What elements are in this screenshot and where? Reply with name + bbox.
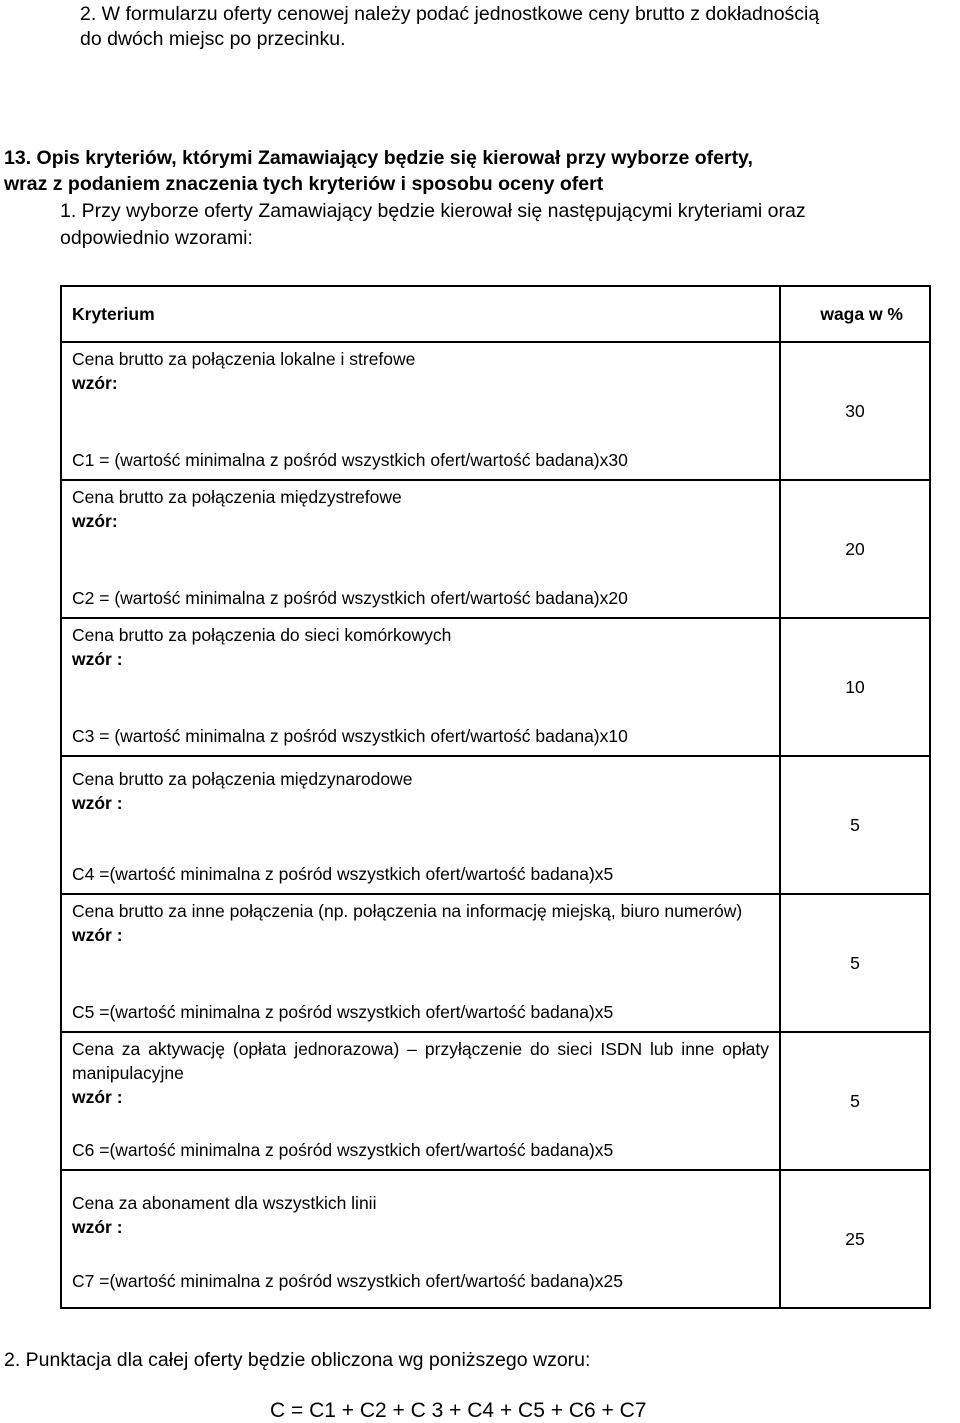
criterion-formula: C3 = (wartość minimalna z pośród wszystkich ofert/wartość badana)x10 (72, 726, 628, 746)
point-1-line-1: 1. Przy wyborze oferty Zamawiający będzie kierował się następującymi kryteriami oraz (60, 200, 806, 222)
criterion-row-3 (61, 618, 930, 756)
criterion-formula: C1 = (wartość minimalna z pośród wszystkich ofert/wartość badana)x30 (72, 450, 628, 470)
point-2-line-1: 2. W formularzu oferty cenowej należy podać jednostkowe ceny brutto z dokładnością (80, 3, 820, 25)
criterion-row-7 (61, 1170, 930, 1308)
criterion-weight: 25 (780, 1170, 930, 1308)
criterion-name: Cena brutto za połączenia lokalne i strefowe (72, 349, 416, 369)
criterion-row-5 (61, 894, 930, 1032)
point-2-total-score: 2. Punktacja dla całej oferty będzie obliczona wg poniższego wzoru: (4, 1349, 591, 1371)
criterion-formula: C5 =(wartość minimalna z pośród wszystkich ofert/wartość badana)x5 (72, 1002, 614, 1022)
criterion-name: Cena za abonament dla wszystkich linii (72, 1193, 377, 1213)
criterion-formula: C2 = (wartość minimalna z pośród wszystkich ofert/wartość badana)x20 (72, 588, 628, 608)
header-weight: waga w % (780, 286, 930, 342)
formula-label: wzór : (72, 649, 123, 669)
criterion-row-2 (61, 480, 930, 618)
formula-label: wzór: (72, 373, 118, 393)
criteria-table (60, 285, 931, 1309)
formula-label: wzór : (72, 925, 123, 945)
criterion-weight: 5 (780, 894, 930, 1032)
criterion-formula: C6 =(wartość minimalna z pośród wszystkich ofert/wartość badana)x5 (72, 1140, 614, 1160)
criterion-name: Cena za aktywację (opłata jednorazowa) – przyłączenie do sieci ISDN lub inne opłaty manipulacyjne (72, 1039, 769, 1083)
formula-label: wzór : (72, 1087, 123, 1107)
criterion-weight: 20 (780, 480, 930, 618)
formula-label: wzór : (72, 793, 123, 813)
criterion-formula: C4 =(wartość minimalna z pośród wszystkich ofert/wartość badana)x5 (72, 864, 614, 884)
formula-label: wzór : (72, 1217, 123, 1237)
point-2-line-2: do dwóch miejsc po przecinku. (80, 28, 346, 50)
criteria-table-header (61, 286, 930, 342)
point-1-line-2: odpowiednio wzorami: (60, 227, 253, 249)
criterion-name: Cena brutto za połączenia międzynarodowe (72, 769, 413, 789)
section-13-heading-line-1: 13. Opis kryteriów, którymi Zamawiający będzie się kierował przy wyborze oferty, (4, 147, 753, 169)
total-score-formula: C = C1 + C2 + C 3 + C4 + C5 + C6 + C7 (270, 1399, 647, 1422)
formula-label: wzór: (72, 511, 118, 531)
criterion-weight: 5 (780, 1032, 930, 1170)
header-criterion: Kryterium (61, 286, 780, 342)
criterion-name: Cena brutto za połączenia międzystrefowe (72, 487, 402, 507)
criterion-row-1 (61, 342, 930, 480)
criterion-weight: 5 (780, 756, 930, 894)
section-13-heading-line-2: wraz z podaniem znaczenia tych kryteriów i sposobu oceny ofert (4, 173, 604, 195)
criterion-row-4 (61, 756, 930, 894)
criterion-weight: 10 (780, 618, 930, 756)
criterion-name: Cena brutto za inne połączenia (np. połączenia na informację miejską, biuro numerów) (72, 901, 743, 921)
criterion-weight: 30 (780, 342, 930, 480)
criterion-formula: C7 =(wartość minimalna z pośród wszystkich ofert/wartość badana)x25 (72, 1271, 623, 1291)
criterion-name: Cena brutto za połączenia do sieci komórkowych (72, 625, 452, 645)
criterion-row-6 (61, 1032, 930, 1170)
